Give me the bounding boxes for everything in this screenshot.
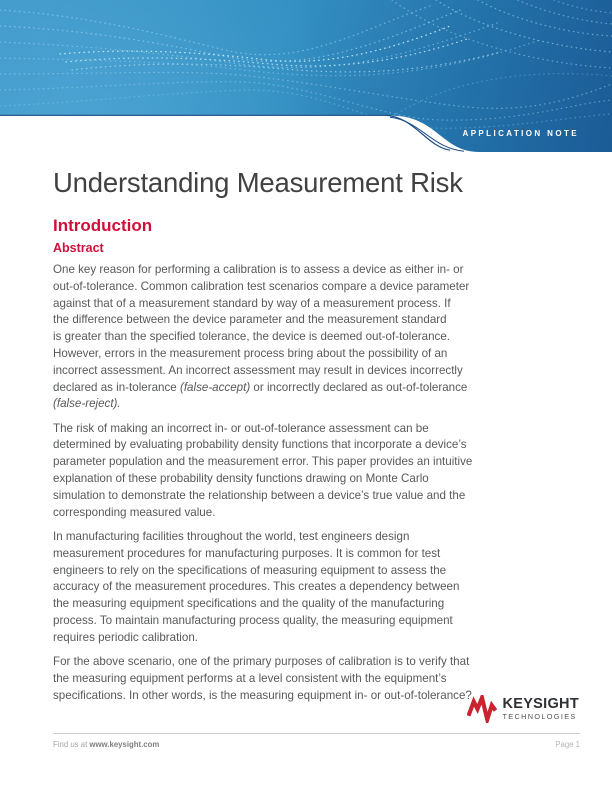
- body-text: the measuring equipment performs at a level consistent with the equipment’s: [53, 671, 447, 685]
- footer-find-us: [53, 740, 159, 749]
- body-text: incorrect assessment. An incorrect assessment may result in devices incorrectly: [53, 363, 463, 377]
- keysight-logo-text: [502, 697, 579, 721]
- keysight-logo: [467, 695, 579, 723]
- body-text: For the above scenario, one of the primary purposes of calibration is to verify that: [53, 655, 470, 669]
- body-text: explanation of these probability density functions drawing on Monte Carlo: [53, 472, 429, 486]
- body-text: the measuring equipment specifications and the quality of the manufacturing: [53, 597, 445, 611]
- footer-find-us-prefix: Find us at: [53, 740, 90, 749]
- logo-brand: KEYSIGHT: [502, 696, 579, 712]
- page-title: Understanding Measurement Risk: [53, 167, 463, 198]
- body-text: engineers to rely on the specifications of measuring equipment to assess the: [53, 563, 447, 577]
- footer-divider: [53, 733, 580, 734]
- header-banner: [0, 0, 612, 152]
- footer: [53, 740, 580, 749]
- body-text: or incorrectly declared as out-of-tolerance: [250, 380, 468, 394]
- body-text: measurement procedures for manufacturing purposes. It is common for test: [53, 546, 441, 560]
- emphasized-text: (false-reject).: [53, 397, 121, 411]
- body-text: One key reason for performing a calibration is to assess a device as either in- or: [53, 263, 464, 276]
- logo-division: TECHNOLOGIES: [502, 712, 577, 721]
- body-text: simulation to demonstrate the relationship between a device’s true value and the: [53, 488, 466, 502]
- keysight-spark-icon: [467, 695, 497, 723]
- body-text: accuracy of the measurement procedures. This creates a dependency between: [53, 580, 460, 594]
- body-text: declared as in-tolerance: [53, 380, 180, 394]
- paragraph: [53, 529, 580, 647]
- body-text: out-of-tolerance. Common calibration test scenarios compare a device parameter: [53, 279, 470, 293]
- application-note-badge: APPLICATION NOTE: [462, 129, 579, 138]
- body-text: The risk of making an incorrect in- or out-of-tolerance assessment can be: [53, 421, 429, 435]
- body-text: process. To maintain manufacturing process quality, the measuring equipment: [53, 613, 453, 627]
- body-text: specifications. In other words, is the measuring equipment in- or out-of-tolerance?: [53, 688, 472, 702]
- body-text: against that of a measurement standard by way of a measurement process. If: [53, 296, 451, 310]
- footer-page-number: Page 1: [555, 740, 580, 749]
- footer-website-link[interactable]: www.keysight.com: [89, 740, 160, 749]
- emphasized-text: (false-accept): [179, 380, 251, 394]
- section-heading-introduction: Introduction: [53, 216, 153, 235]
- subsection-heading-abstract: Abstract: [53, 241, 104, 255]
- paragraph: [53, 262, 580, 413]
- body-text: parameter population and the measurement error. This paper provides an intuitive: [53, 455, 473, 469]
- body-text: determined by evaluating probability density functions that incorporate a device’s: [53, 438, 467, 452]
- body-text: In manufacturing facilities throughout the world, test engineers design: [53, 529, 410, 543]
- abstract-paragraphs: [53, 262, 580, 704]
- paragraph: [53, 421, 580, 522]
- body-text: However, errors in the measurement process bring about the possibility of an: [53, 346, 448, 360]
- article-content: [53, 168, 580, 712]
- body-text: is greater than the specified tolerance, the device is deemed out-of-tolerance.: [53, 330, 450, 344]
- body-text: the difference between the device parameter and the measurement standard: [53, 313, 447, 327]
- body-text: corresponding measured value.: [53, 505, 216, 519]
- body-text: requires periodic calibration.: [53, 630, 198, 644]
